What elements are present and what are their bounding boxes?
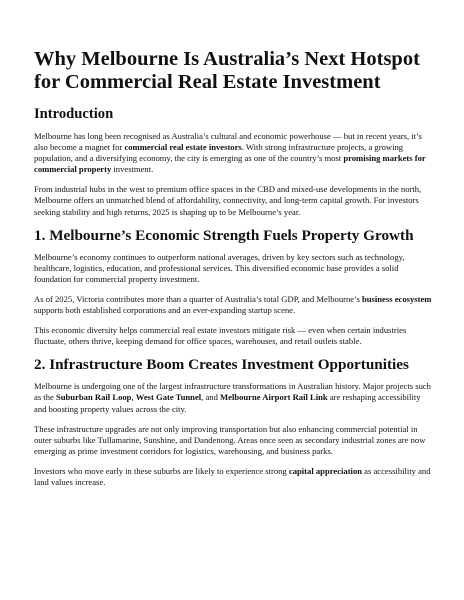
section-2-paragraph-3	[34, 466, 434, 488]
bold-phrase: West Gate Tunnel	[135, 392, 202, 403]
intro-paragraph-1	[34, 131, 434, 175]
text-run: ,	[131, 392, 136, 403]
text-run: investment.	[111, 164, 154, 175]
text-run: supports both established corporations and an ever-expanding startup scene.	[34, 305, 296, 316]
section-2-paragraph-2: These infrastructure upgrades are not only improving transportation but also enhancing commercial potential in outer suburbs like Tullamarine, Sunshine, and Dandenong. Areas once seen as secondary industrial zones are now emerging as prime investment corridors for logistics, warehousing, and business parks.	[34, 423, 426, 456]
bold-phrase: promising markets for commercial property	[34, 153, 426, 175]
text-run: are reshaping accessibility and boosting property values across the city.	[34, 392, 421, 414]
text-run: Investors who move early in these suburbs are likely to experience strong	[34, 465, 289, 476]
bold-phrase: Melbourne Airport Rail Link	[220, 392, 328, 403]
section-1-paragraph-2	[34, 294, 434, 316]
text-run: , and	[201, 392, 221, 403]
text-run: Melbourne has long been recognised as Australia’s cultural and economic powerhouse — but in recent years, it’s also become a magnet for	[34, 131, 422, 153]
article-title: Why Melbourne Is Australia’s Next Hotspot for Commercial Real Estate Investment	[34, 48, 420, 93]
intro-paragraph-2: From industrial hubs in the west to premium office spaces in the CBD and mixed-use developments in the north, Melbourne offers an unmatched blend of affordability, connectivity, and long-term capital growth. For investors seeking stability and high returns, 2025 is shaping up to be Melbourne’s year.	[34, 184, 422, 217]
section-1-paragraph-1: Melbourne’s economy continues to outperform national averages, driven by key sectors such as technology, healthcare, logistics, education, and professional services. This diversified economic base provides a solid foundation for commercial property investment.	[34, 251, 405, 284]
bold-phrase: capital appreciation	[288, 465, 363, 476]
section-2-paragraph-1	[34, 381, 434, 414]
section-1-heading: 1. Melbourne’s Economic Strength Fuels Property Growth	[34, 226, 414, 244]
bold-phrase: business ecosystem	[361, 293, 432, 304]
bold-phrase: Suburban Rail Loop	[55, 392, 132, 403]
text-run: Melbourne is undergoing one of the largest infrastructure transformations in Australian history. Major projects such as the	[34, 381, 431, 403]
text-run: As of 2025, Victoria contributes more than a quarter of Australia’s total GDP, and Melbourne’s	[34, 293, 362, 304]
bold-phrase: commercial real estate investors	[124, 142, 242, 153]
section-1-paragraph-3: This economic diversity helps commercial real estate investors mitigate risk — even when certain industries fluctuate, others thrive, keeping demand for office spaces, warehouses, and retail outlets stable.	[34, 325, 407, 347]
article-body	[34, 48, 434, 497]
section-2-heading: 2. Infrastructure Boom Creates Investment Opportunities	[34, 356, 409, 374]
intro-heading: Introduction	[34, 106, 114, 122]
text-run: as accessibility and land values increase.	[34, 465, 431, 487]
text-run: . With strong infrastructure projects, a growing population, and a diversifying economy, the city is emerging as one of the country’s most	[34, 142, 404, 164]
